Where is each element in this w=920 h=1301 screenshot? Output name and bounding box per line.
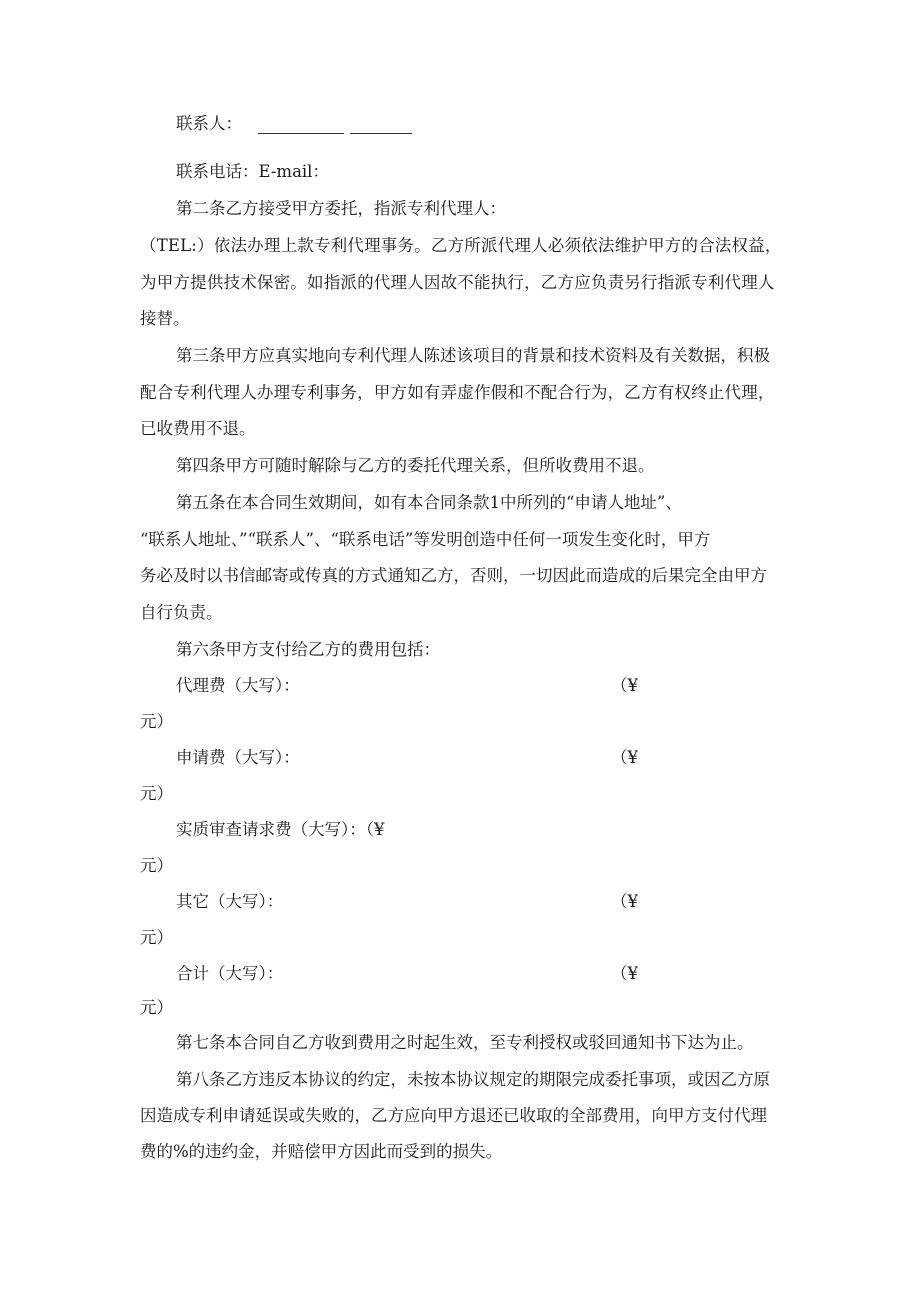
fee-application-label: 申请费（大写）：	[176, 748, 300, 767]
article8-line2: 因造成专利申请延误或失败的，乙方应向甲方退还已收取的全部费用，向甲方支付代理	[140, 1106, 767, 1125]
fee-other-label: 其它（大写）：	[176, 892, 284, 911]
fee-total-label: 合计（大写）：	[176, 964, 284, 983]
contact-person-line	[176, 114, 412, 134]
article2-line3: 为甲方提供技术保密。如指派的代理人因故不能执行，乙方应负责另行指派专利代理人	[140, 273, 775, 292]
fee-examination-label: 实质审查请求费（大写）：（¥	[176, 820, 385, 839]
contact-person-blank-1	[258, 119, 344, 134]
article6-line1: 第六条甲方支付给乙方的费用包括：	[176, 640, 440, 659]
article5-line2: “联系人地址、”“联系人”、“联系电话”等发明创造中任何一项发生变化时，甲方	[140, 530, 711, 549]
article4-line1: 第四条甲方可随时解除与乙方的委托代理关系，但所收费用不退。	[176, 456, 655, 475]
article2-line1: 第二条乙方接受甲方委托，指派专利代理人：	[176, 199, 506, 218]
article3-line3: 已收费用不退。	[140, 419, 256, 438]
article3-line1: 第三条甲方应真实地向专利代理人陈述该项目的背景和技术资料及有关数据，积极	[176, 346, 770, 365]
article8-line3: 费的%的违约金，并赔偿甲方因此而受到的损失。	[140, 1142, 503, 1161]
fee-other-unit: 元）	[140, 928, 173, 947]
article8-line1: 第八条乙方违反本协议的约定，未按本协议规定的期限完成委托事项，或因乙方原	[176, 1070, 770, 1089]
article2-line4: 接替。	[140, 309, 190, 328]
fee-other-yen: （¥	[611, 892, 638, 911]
article3-line2: 配合专利代理人办理专利事务，甲方如有弄虚作假和不配合行为，乙方有权终止代理，	[140, 383, 775, 402]
fee-agency-yen: （¥	[611, 676, 638, 695]
contact-person-blank-2	[350, 119, 412, 134]
contact-phone-email-line: 联系电话：E-mail：	[176, 162, 329, 181]
fee-agency-label: 代理费（大写）：	[176, 676, 300, 695]
article2-line2: （TEL:）依法办理上款专利代理事务。乙方所派代理人必须依法维护甲方的合法权益，	[140, 236, 782, 255]
article5-line1: 第五条在本合同生效期间，如有本合同条款1中所列的“申请人地址”、	[176, 493, 682, 512]
article5-line3: 务必及时以书信邮寄或传真的方式通知乙方，否则，一切因此而造成的后果完全由甲方	[140, 566, 767, 585]
fee-application-unit: 元）	[140, 784, 173, 803]
fee-total-yen: （¥	[611, 964, 638, 983]
fee-application-yen: （¥	[611, 748, 638, 767]
contact-person-label: 联系人：	[176, 114, 242, 133]
fee-examination-unit: 元）	[140, 856, 173, 875]
article7-line1: 第七条本合同自乙方收到费用之时起生效，至专利授权或驳回通知书下达为止。	[176, 1033, 754, 1052]
fee-total-unit: 元）	[140, 998, 173, 1017]
fee-agency-unit: 元）	[140, 712, 173, 731]
article5-line4: 自行负责。	[140, 603, 223, 622]
